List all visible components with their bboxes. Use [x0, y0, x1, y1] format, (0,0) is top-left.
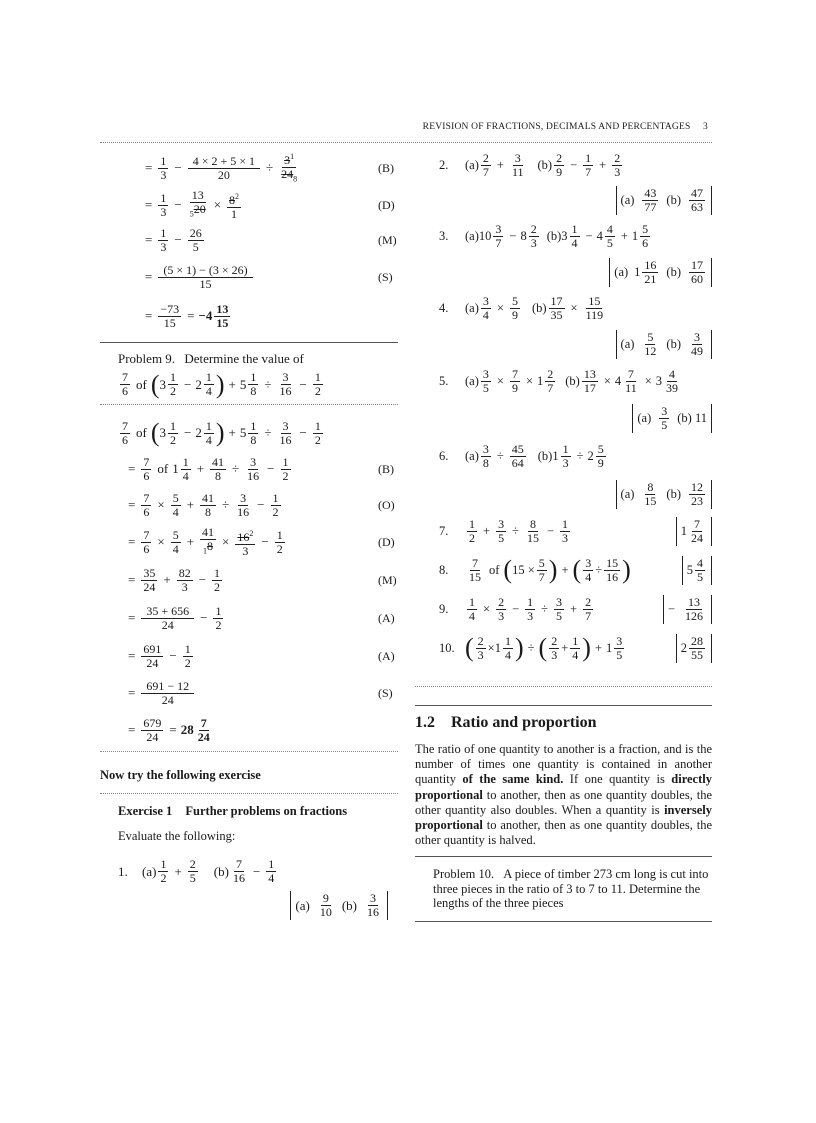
exercise-title: Exercise 1: [118, 804, 173, 818]
step-tag: (M): [378, 572, 397, 587]
step-row: = $\frac{679}{24}$ = 28 $\frac{7}{24}$: [128, 715, 210, 744]
exercise-answer-6: (a) $\frac{8}{15}$ (b) $\frac{12}{23}$: [439, 476, 712, 512]
step-tag: (S): [378, 269, 393, 284]
step-tag: (S): [378, 685, 393, 700]
exercise-answer-5: (a) $\frac{3}{5}$ (b) 11: [439, 400, 712, 436]
step-row: = $\frac{691 - 12}{24}$ (S): [128, 678, 393, 707]
problem9-text: Determine the value of: [184, 351, 304, 366]
step-tag: (A): [378, 610, 395, 625]
step-tag: (B): [378, 461, 394, 476]
para-text: to another, then as one quantity doubles, the other quantity also doubles. When a quantity is: [415, 787, 712, 817]
page-number: 3: [703, 122, 708, 132]
step-row: = $\frac{1}{3}$ − $\frac{4 \times 2 + 5 \times 1}{20}$ ÷ $\frac{3^1}{24_8}$ (B): [145, 152, 394, 184]
exercise-item-2: 2. (a) $\frac{2}{7}$ + $\frac{3}{11}$ (b) $\frac{2}{9}$ − $\frac{1}{7}$ + $\frac{2}{3}$: [439, 150, 621, 179]
step-row: = $\frac{7}{6}$ of 1 $\frac{1}{4}$ + $\frac{41}{8}$ ÷ $\frac{3}{16}$ − $\frac{1}{2}$ (B): [128, 454, 394, 483]
step-row: = $\frac{7}{6}$ × $\frac{5}{4}$ + $\frac{41}{8}$ ÷ $\frac{3}{16}$ − $\frac{1}{2}$ (O): [128, 490, 395, 519]
step-row: = $\frac{(5 \times 1) - (3 \times 26)}{15}$ (S): [145, 262, 393, 291]
step-tag: (D): [378, 534, 395, 549]
left-column: [100, 148, 398, 920]
para-bold: inversely proportional: [415, 802, 712, 833]
exercise-heading: [118, 804, 398, 819]
problem10-end-rule: [415, 921, 712, 922]
running-title: REVISION OF FRACTIONS, DECIMALS AND PERCENTAGES: [422, 122, 691, 132]
exercise-item-9: 9. $\frac{1}{4}$ × $\frac{2}{3}$ − $\frac{1}{3}$ ÷ $\frac{3}{5}$ + $\frac{2}{7}$ − $\frac{13}{126}$: [439, 590, 712, 628]
problem9-expression: $\frac{7}{6}$ of ( 3 $\frac{1}{2}$ − 2 $\frac{1}{4}$ ) + 5 $\frac{1}{8}$ ÷ $\frac{3}{16}$ − $\frac{1}{2}$: [122, 369, 321, 399]
problem9-heading: [118, 351, 398, 367]
exercise-box: [100, 794, 398, 920]
problem9-end-rule: [100, 751, 398, 752]
exercise-item-5: 5. (a) $\frac{3}{5}$ × $\frac{7}{9}$ × 1 $\frac{2}{7}$ (b) $\frac{13}{17}$ × 4 $\frac{7}{11}$ × 3 $\frac{4}{39}$: [439, 366, 679, 395]
problem10-text: A piece of timber 273 cm long is cut into three pieces in the ratio of 3 to 7 to 11. Determine the lengths of the three pieces: [433, 867, 709, 911]
problem9-title: Problem 9.: [118, 351, 176, 366]
step-tag: (A): [378, 648, 395, 663]
problem10-box: [415, 857, 712, 921]
exercise-end-rule: [415, 686, 712, 687]
running-header: [423, 122, 708, 132]
exercise-item-10: 10. ( $\frac{2}{3}$ × 1 $\frac{1}{4}$ ) ÷ ( $\frac{2}{3}$ + $\frac{1}{4}$ ) + 1 $\frac{3}{5}$ 2 $\frac{28}{55}$: [439, 628, 712, 668]
step-row: = $\frac{691}{24}$ − $\frac{1}{2}$ (A): [128, 641, 395, 670]
step-row: $\frac{7}{6}$ of ( 3 $\frac{1}{2}$ − 2 $\frac{1}{4}$ ) + 5 $\frac{1}{8}$ ÷ $\frac{3}{16}$ − $\frac{1}{2}$: [122, 418, 321, 447]
step-row: = $\frac{7}{6}$ × $\frac{5}{4}$ + $\frac{41}{_18}$ × $\frac{16^2}{3}$ − $\frac{1}{2}$ (D): [128, 525, 395, 558]
step-row: = $\frac{35}{24}$ + $\frac{82}{3}$ − $\frac{1}{2}$ (M): [128, 565, 397, 594]
para-bold: of the same kind.: [462, 772, 564, 787]
step-row: = $\frac{35 + 656}{24}$ − $\frac{1}{2}$ (A): [128, 603, 395, 632]
exercise-item-1: 1. (a) $\frac{1}{2}$ + $\frac{2}{5}$ (b) $\frac{7}{16}$ − $\frac{1}{4}$: [118, 857, 275, 885]
problem9-box: [100, 343, 398, 404]
exercise-continued: [415, 148, 712, 668]
step-tag: (D): [378, 197, 395, 212]
step-tag: (O): [378, 497, 395, 512]
exercise-item-6: 6. (a) $\frac{3}{8}$ ÷ $\frac{45}{64}$ (b) 1 $\frac{1}{3}$ ÷ 2 $\frac{5}{9}$: [439, 441, 604, 470]
step-row: = $\frac{1}{3}$ − $\frac{26}{5}$ (M): [145, 225, 397, 254]
problem8-steps: [100, 148, 398, 336]
step-row: = $\frac{-73}{15}$ = −4 $\frac{13}{15}$: [145, 301, 229, 330]
para-text: If one quantity is: [563, 772, 672, 787]
section-top-rule: [415, 705, 712, 706]
exercise-item-4: 4. (a) $\frac{3}{4}$ × $\frac{5}{9}$ (b) $\frac{17}{35}$ × $\frac{15}{119}$: [439, 293, 604, 322]
exercise-answer-2: (a) $\frac{43}{77}$ (b) $\frac{47}{63}$: [439, 182, 712, 218]
exercise-item-8: 8. $\frac{7}{15}$ of ( 15 × $\frac{5}{7}$ ) + ( $\frac{3}{4}$ ÷ $\frac{15}{16}$ ) 5 $\frac{4}{5}$: [439, 550, 712, 590]
exercise-answer-3: (a) 1 $\frac{16}{21}$ (b) $\frac{17}{60}$: [439, 254, 712, 290]
step-tag: (M): [378, 232, 397, 247]
exercise-item-3: 3. (a) 10 $\frac{3}{7}$ − 8 $\frac{2}{3}$ (b) 3 $\frac{1}{4}$ − 4 $\frac{4}{5}$ + 1 $\frac{5}{6}$: [439, 221, 649, 250]
exercise-item-7: 7. $\frac{1}{2}$ + $\frac{3}{5}$ ÷ $\frac{8}{15}$ − $\frac{1}{3}$ 1 $\frac{7}{24}$: [439, 512, 712, 550]
problem9-solution: [100, 405, 398, 749]
section-paragraph: [415, 742, 712, 848]
para-text: to another, then as one quantity doubles, the other quantity is halved.: [415, 818, 712, 848]
step-tag: (B): [378, 160, 394, 175]
section-heading: [415, 714, 712, 732]
right-column: [415, 148, 712, 922]
exercise-instruction: Evaluate the following:: [118, 829, 236, 843]
now-try-heading: Now try the following exercise: [100, 768, 261, 782]
exercise-answer-4: (a) $\frac{5}{12}$ (b) $\frac{3}{49}$: [439, 326, 712, 362]
exercise-answer-1: (a) $\frac{9}{10}$ (b) $\frac{3}{16}$: [118, 891, 398, 920]
problem10-title: Problem 10.: [433, 867, 495, 882]
header-rule: [100, 142, 712, 143]
step-row: = $\frac{1}{3}$ − $\frac{13}{_520}$ × $\frac{8^2}{1}$ (D): [145, 188, 395, 221]
exercise-subtitle: Further problems on fractions: [185, 804, 348, 818]
para-bold: directly proportional: [415, 772, 712, 802]
section-title: Ratio and proportion: [451, 714, 597, 731]
para-text: The ratio of one quantity to another is a fraction, and is the number of times one quantity is contained in another quantity: [415, 742, 712, 787]
section-number: 1.2: [415, 714, 435, 731]
